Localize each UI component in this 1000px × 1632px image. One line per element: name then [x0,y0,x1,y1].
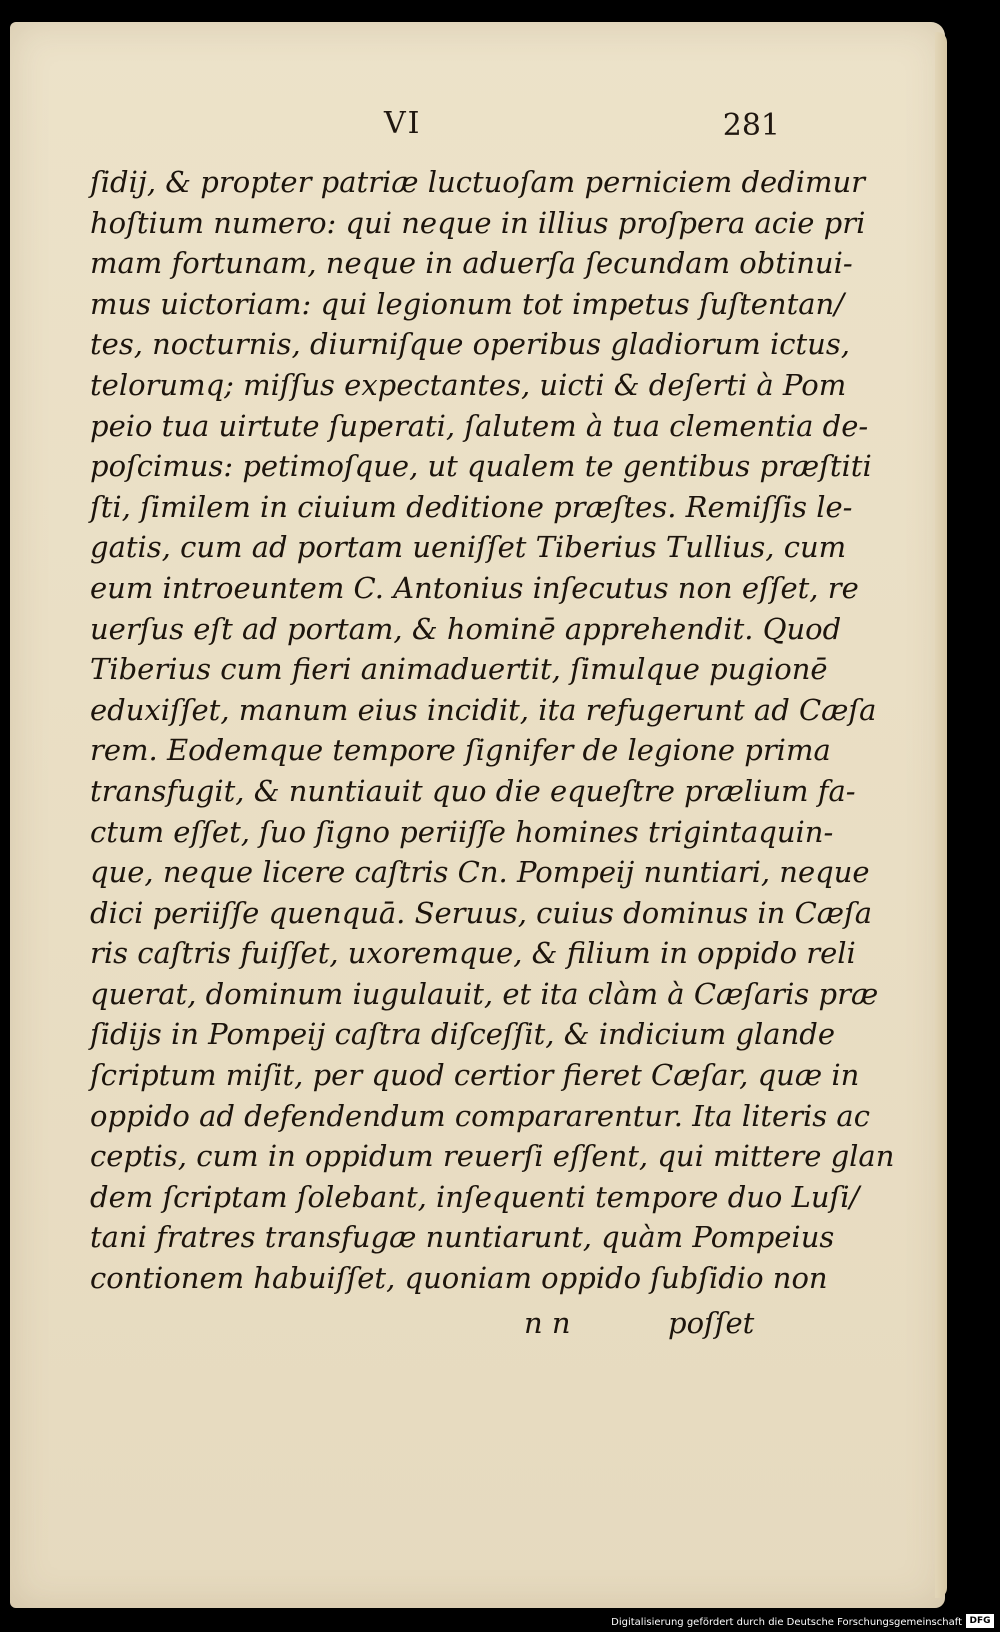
text-line: oppido ad defendendum compararentur. Ita literis ac [90,1098,870,1133]
text-line: hoſtium numero: qui neque in illius proſpera acie pri [90,205,866,240]
book-page [10,22,945,1608]
text-line: tes, nocturnis, diurniſque operibus gladiorum ictus, [90,327,850,362]
text-line: dici periiſſe quenquā. Seruus, cuius dominus in Cæſa [90,895,873,930]
text-line: ris caſtris fuiſſet, uxoremque, & filium in oppido reli [90,936,856,971]
signature-mark: n n [524,1306,571,1340]
text-line: ſidij, & propter patriæ luctuoſam perniciem dedimur [90,165,866,199]
text-line: Tiberius cum fieri animaduertit, ſimulque pugionē [90,652,828,687]
text-line: ſcriptum miſit, per quod certior fieret Cæſar, quæ in [90,1058,860,1093]
text-line: ctum eſſet, ſuo ſigno periiſſe homines trigintaquin- [90,814,834,849]
text-line: ceptis, cum in oppidum reuerſi eſſent, qui mittere glan [90,1139,895,1174]
text-line: querat, dominum iugulauit, et ita clàm à Cæſaris præ [90,976,879,1011]
text-line: peio tua uirtute ſuperati, ſalutem à tua clementia de- [90,408,869,443]
text-line: tani fratres transfugæ nuntiarunt, quàm Pompeius [90,1220,835,1255]
text-line: gatis, cum ad portam ueniſſet Tiberius Tullius, cum [90,530,847,565]
dfg-logo-icon: DFG [966,1614,994,1628]
text-line: mam fortunam, neque in aduerſa ſecundam obtinui- [90,246,853,281]
page-header [80,106,780,156]
text-line: eduxiſſet, manum eius incidit, ita refugerunt ad Cæſa [90,692,877,727]
text-line: contionem habuiſſet, quoniam oppido ſubſidio non [90,1261,828,1296]
text-line: rem. Eodemque tempore ſignifer de legione prima [90,733,831,768]
running-head: VI [384,106,422,141]
text-line: transfugit, & nuntiauit quo die equeſtre prælium fa- [90,773,856,808]
footer-bar [0,1608,1000,1632]
text-line: dem ſcriptam ſolebant, inſequenti tempore duo Luſi/ [90,1179,860,1214]
text-line: ſti, ſimilem in ciuium deditione præſtes. Remiſſis le- [90,489,853,524]
digitization-credit: Digitalisierung gefördert durch die Deutsche Forschungsgemeinschaft [611,1617,962,1628]
text-line: uerſus eſt ad portam, & hominē apprehendit. Quod [90,611,842,646]
text-line: eum introeuntem C. Antonius inſecutus non eſſet, re [90,570,859,605]
folio-number: 281 [722,108,780,143]
text-block [90,162,895,1299]
text-line: mus uictoriam: qui legionum tot impetus ſuſtentan/ [90,286,844,321]
page-edge [935,32,947,1598]
text-line: telorumq; miſſus expectantes, uicti & deſerti à Pom [90,367,847,402]
text-line: que, neque licere caſtris Cn. Pompeij nuntiari, neque [90,855,870,890]
text-line: ſidijs in Pompeij caſtra diſceſſit, & indicium glande [90,1017,835,1052]
text-line: poſcimus: petimoſque, ut qualem te gentibus præſtiti [90,449,872,484]
catchword: poſſet [668,1306,755,1340]
